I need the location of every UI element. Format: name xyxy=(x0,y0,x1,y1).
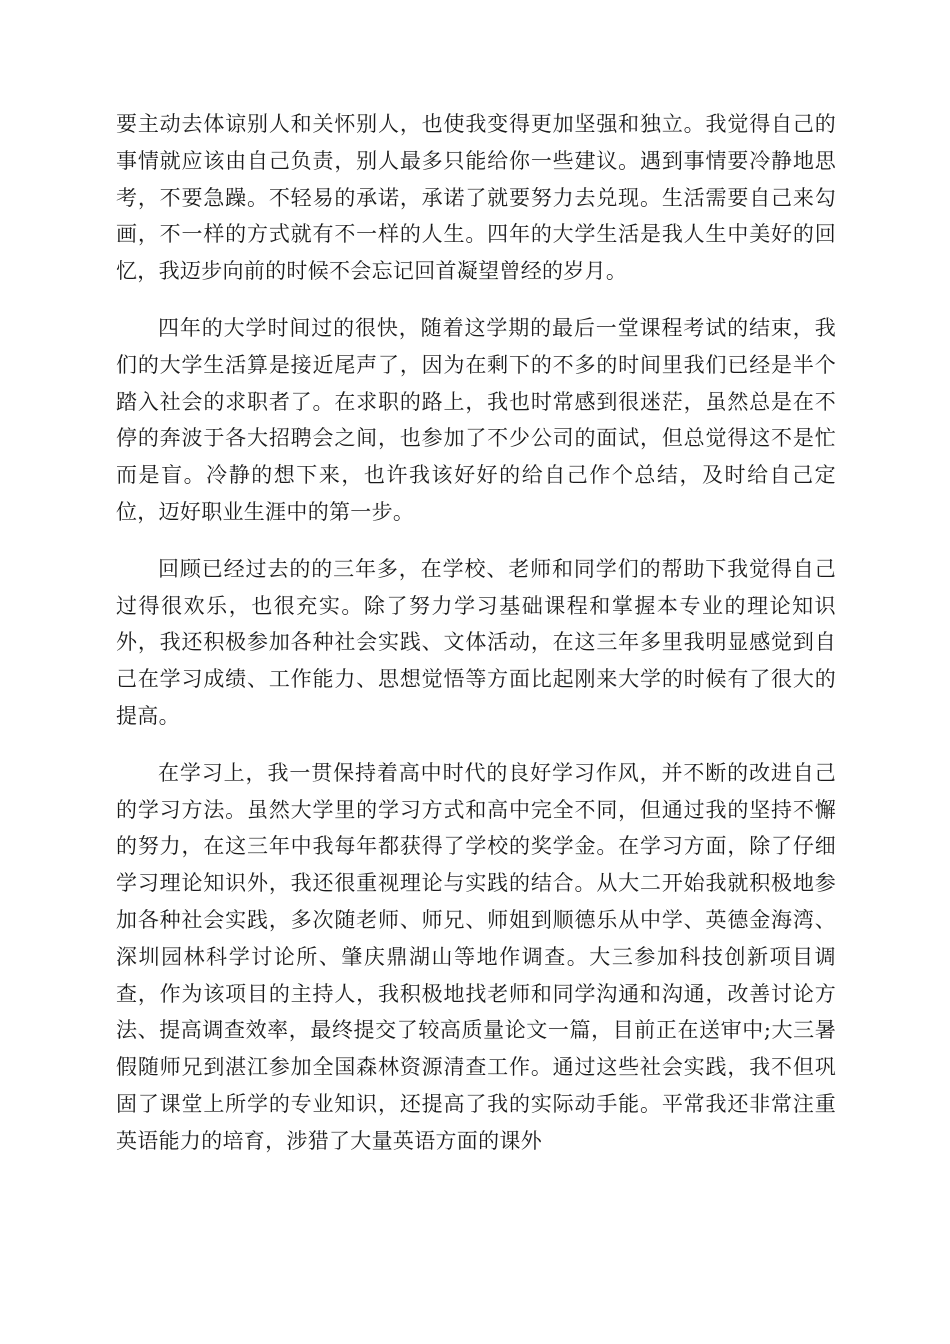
paragraph-3: 回顾已经过去的的三年多，在学校、老师和同学们的帮助下我觉得自己过得很欢乐，也很充实。除了努力学习基础课程和掌握本专业的理论知识外，我还积极参加各种社会实践、文体活动，在这三年多里我明显感觉到自己在学习成绩、工作能力、思想觉悟等方面比起刚来大学的时候有了很大的提高。 xyxy=(116,556,836,728)
paragraph-1: 要主动去体谅别人和关怀别人，也使我变得更加坚强和独立。我觉得自己的事情就应该由自己负责，别人最多只能给你一些建议。遇到事情要冷静地思考，不要急躁。不轻易的承诺，承诺了就要努力去兑现。生活需要自己来勾画，不一样的方式就有不一样的人生。四年的大学生活是我人生中美好的回忆，我迈步向前的时候不会忘记回首凝望曾经的岁月。 xyxy=(116,112,836,284)
paragraph-4: 在学习上，我一贯保持着高中时代的良好学习作风，并不断的改进自己的学习方法。虽然大学里的学习方式和高中完全不同，但通过我的坚持不懈的努力，在这三年中我每年都获得了学校的奖学金。在学习方面，除了仔细学习理论知识外，我还很重视理论与实践的结合。从大二开始我就积极地参加各种社会实践，多次随老师、师兄、师姐到顺德乐从中学、英德金海湾、深圳园林科学讨论所、肇庆鼎湖山等地作调查。大三参加科技创新项目调查，作为该项目的主持人，我积极地找老师和同学沟通和沟通，改善讨论方法、提高调查效率，最终提交了较高质量论文一篇，目前正在送审中;大三暑假随师兄到湛江参加全国森林资源清查工作。通过这些社会实践，我不但巩固了课堂上所学的专业知识，还提高了我的实际动手能。平常我还非常注重英语能力的培育，涉猎了大量英语方面的课外 xyxy=(116,760,836,1153)
document-page xyxy=(116,106,836,1160)
paragraph-2: 四年的大学时间过的很快，随着这学期的最后一堂课程考试的结束，我们的大学生活算是接近尾声了，因为在剩下的不多的时间里我们已经是半个踏入社会的求职者了。在求职的路上，我也时常感到很迷茫，虽然总是在不停的奔波于各大招聘会之间，也参加了不少公司的面试，但总觉得这不是忙而是盲。冷静的想下来，也许我该好好的给自己作个总结，及时给自己定位，迈好职业生涯中的第一步。 xyxy=(116,315,836,524)
